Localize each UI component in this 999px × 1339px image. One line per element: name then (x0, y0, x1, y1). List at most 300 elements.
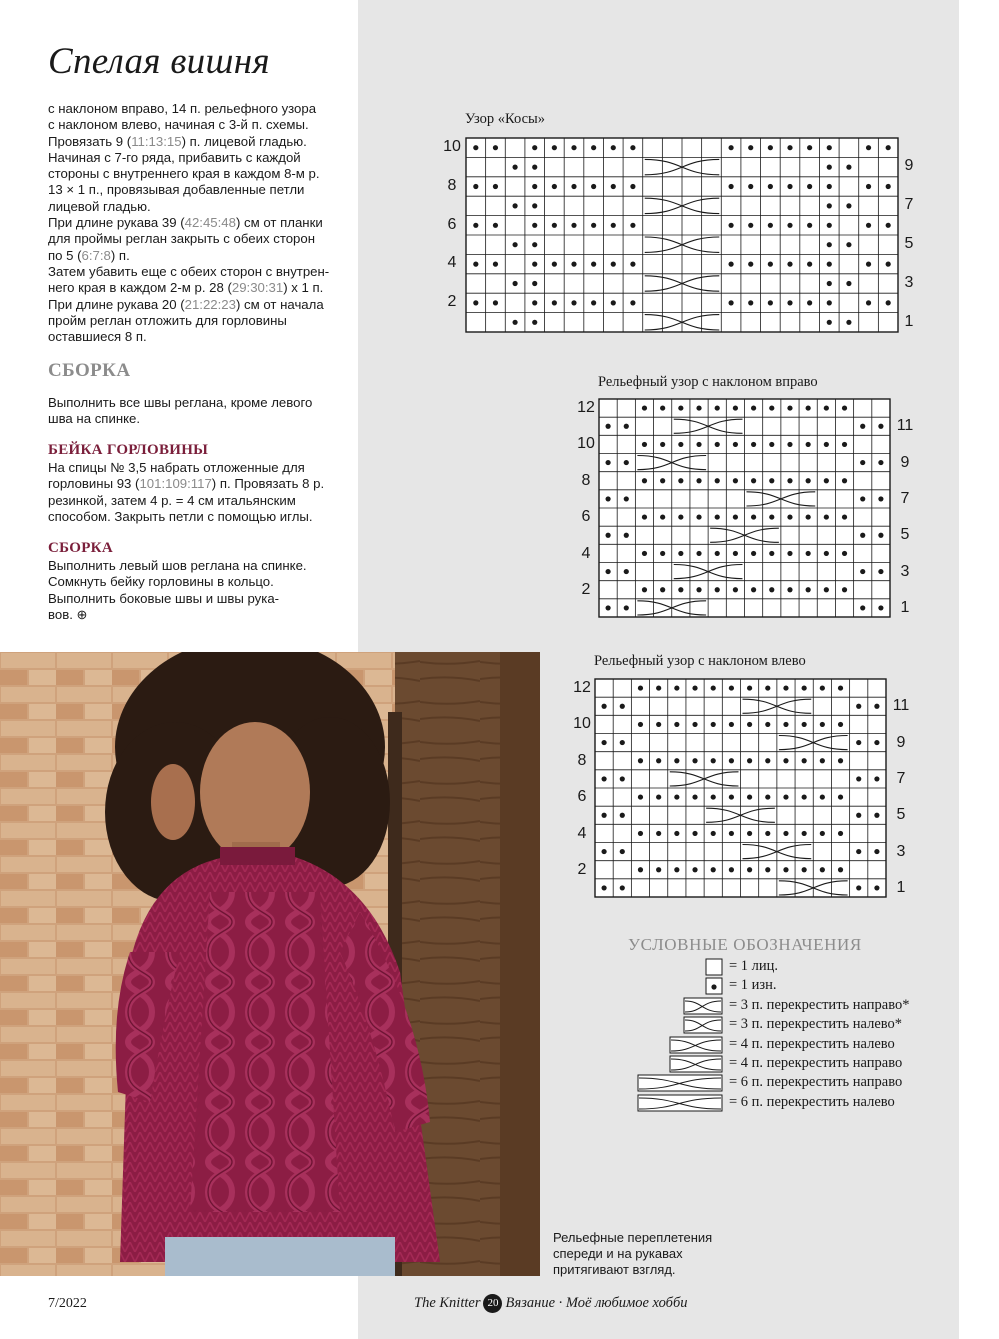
purl-dot-icon (552, 145, 557, 150)
purl-dot-icon (751, 478, 756, 483)
purl-dot-icon (807, 300, 812, 305)
text-run: ) х 1 п. (283, 280, 324, 296)
purl-dot-icon (473, 184, 478, 189)
purl-dot-icon (747, 831, 752, 836)
text-line (48, 231, 348, 247)
purl-dot-icon (824, 405, 829, 410)
purl-dot-icon (747, 685, 752, 690)
purl-dot-icon (656, 867, 661, 872)
purl-dot-icon (787, 478, 792, 483)
assembly-text (48, 395, 348, 428)
purl-dot-icon (886, 184, 891, 189)
photo-caption (553, 1230, 712, 1278)
purl-dot-icon (605, 496, 610, 501)
purl-dot-icon (674, 758, 679, 763)
text-line (48, 248, 348, 264)
purl-dot-icon (842, 405, 847, 410)
text-line (48, 329, 348, 345)
purl-dot-icon (827, 145, 832, 150)
row-number-left: 6 (581, 508, 591, 526)
text-run: Затем убавить еще с обеих сторон с внутрен- (48, 263, 330, 279)
purl-dot-icon (824, 514, 829, 519)
purl-dot-icon (878, 605, 883, 610)
purl-dot-icon (678, 587, 683, 592)
purl-dot-icon (846, 203, 851, 208)
purl-dot-icon (878, 424, 883, 429)
purl-dot-icon (820, 685, 825, 690)
purl-dot-icon (860, 496, 865, 501)
purl-dot-icon (601, 776, 606, 781)
legend-item (0, 1036, 999, 1056)
purl-dot-icon (552, 184, 557, 189)
text-run: оставшиеся 8 п. (48, 329, 147, 345)
purl-dot-icon (820, 758, 825, 763)
purl-dot-icon (660, 478, 665, 483)
text-run: горловины 93 ( (48, 476, 140, 492)
purl-dot-icon (846, 242, 851, 247)
purl-dot-icon (642, 442, 647, 447)
row-number-right: 9 (896, 733, 906, 751)
purl-dot-icon (611, 262, 616, 267)
purl-dot-icon (846, 165, 851, 170)
purl-dot-icon (611, 300, 616, 305)
purl-dot-icon (624, 460, 629, 465)
purl-dot-icon (728, 300, 733, 305)
purl-dot-icon (807, 145, 812, 150)
purl-dot-icon (886, 223, 891, 228)
purl-dot-icon (711, 758, 716, 763)
purl-dot-icon (571, 262, 576, 267)
row-number-right: 11 (892, 697, 910, 715)
purl-dot-icon (715, 551, 720, 556)
legend-label: = 3 п. перекрестить налево* (729, 1016, 903, 1033)
purl-dot-icon (624, 424, 629, 429)
purl-dot-icon (827, 165, 832, 170)
row-number-left: 8 (581, 471, 591, 489)
purl-dot-icon (601, 885, 606, 890)
purl-dot-icon (512, 320, 517, 325)
cross-4-right-icon (669, 1055, 723, 1073)
legend-item (0, 997, 999, 1017)
purl-dot-icon (660, 587, 665, 592)
purl-dot-icon (838, 867, 843, 872)
purl-dot-icon (827, 320, 832, 325)
text-run: ) см от планки (235, 215, 323, 231)
purl-dot-icon (591, 300, 596, 305)
purl-dot-icon (696, 551, 701, 556)
text-line (48, 493, 348, 509)
purl-dot-icon (842, 551, 847, 556)
purl-dot-icon (473, 145, 478, 150)
purl-dot-icon (874, 740, 879, 745)
purl-dot-icon (747, 867, 752, 872)
purl-dot-icon (866, 184, 871, 189)
purl-dot-icon (806, 442, 811, 447)
text-line (48, 509, 348, 525)
purl-dot-icon (692, 867, 697, 872)
text-line (48, 558, 348, 574)
purl-dot-icon (733, 442, 738, 447)
purl-dot-icon (846, 281, 851, 286)
size-values: 101:109:117 (139, 476, 212, 492)
text-run: стороны с внутреннего края в каждом 8-м р. (48, 166, 320, 182)
row-number-left: 2 (447, 293, 457, 311)
purl-dot-icon (711, 831, 716, 836)
purl-dot-icon (846, 320, 851, 325)
purl-dot-icon (729, 685, 734, 690)
purl-dot-icon (674, 722, 679, 727)
purl-dot-icon (765, 867, 770, 872)
purl-dot-icon (856, 704, 861, 709)
purl-dot-icon (748, 262, 753, 267)
purl-dot-icon (729, 794, 734, 799)
purl-dot-icon (806, 478, 811, 483)
purl-dot-icon (751, 514, 756, 519)
purl-dot-icon (611, 145, 616, 150)
caption-line: Рельефные переплетения (553, 1230, 713, 1245)
legend-label: = 4 п. перекрестить направо (729, 1055, 903, 1071)
purl-dot-icon (751, 587, 756, 592)
purl-dot-icon (838, 722, 843, 727)
purl-dot-icon (824, 587, 829, 592)
purl-dot-icon (638, 831, 643, 836)
legend-item (0, 1074, 999, 1094)
purl-dot-icon (532, 203, 537, 208)
purl-dot-icon (769, 514, 774, 519)
legend-label: = 6 п. перекрестить направо (729, 1074, 903, 1091)
purl-dot-icon (642, 405, 647, 410)
purl-dot-icon (692, 794, 697, 799)
purl-dot-icon (620, 740, 625, 745)
purl-dot-icon (765, 722, 770, 727)
row-number-left: 4 (447, 254, 457, 272)
purl-dot-icon (532, 165, 537, 170)
purl-dot-icon (827, 203, 832, 208)
purl-dot-icon (802, 758, 807, 763)
purl-dot-icon (820, 831, 825, 836)
purl-dot-icon (656, 758, 661, 763)
purl-dot-icon (748, 184, 753, 189)
purl-dot-icon (630, 145, 635, 150)
legend-label: = 1 изн. (729, 977, 777, 994)
purl-dot-icon (601, 849, 606, 854)
text-run: резинкой, затем 4 р. = 4 см итальянским (48, 492, 296, 508)
purl-dot-icon (729, 758, 734, 763)
purl-dot-icon (656, 722, 661, 727)
chart-right-slant-grid (598, 398, 891, 618)
legend-item (0, 958, 999, 978)
purl-dot-icon (711, 685, 716, 690)
purl-dot-icon (642, 551, 647, 556)
purl-dot-icon (728, 223, 733, 228)
purl-dot-icon (787, 405, 792, 410)
purl-dot-icon (638, 794, 643, 799)
text-line (48, 297, 348, 313)
row-number-left: 2 (581, 581, 591, 598)
purl-dot-icon (678, 405, 683, 410)
purl-dot-icon (806, 587, 811, 592)
text-run: с наклоном влево, начиная с 3-й п. схемы. (48, 117, 309, 133)
purl-dot-icon (820, 722, 825, 727)
size-values: 29:30:31 (231, 280, 284, 296)
size-values: 11:13:15 (131, 133, 182, 149)
text-run: На спицы № 3,5 набрать отложенные для (48, 460, 305, 475)
purl-dot-icon (552, 300, 557, 305)
text-line (48, 395, 348, 411)
row-number-right: 5 (900, 526, 910, 544)
purl-dot-icon (715, 478, 720, 483)
text-run: Начиная с 7-го ряда, прибавить с каждой (48, 149, 301, 165)
text-run: Выполнить все швы реглана, кроме левого (48, 395, 313, 410)
text-run: лицевой гладью. (48, 198, 151, 214)
purl-dot-icon (692, 831, 697, 836)
text-run: 13 × 1 п., провязывая добавленные петли (48, 182, 305, 198)
purl-dot-icon (765, 794, 770, 799)
row-number-right: 11 (896, 417, 914, 435)
text-line (48, 411, 348, 427)
row-number-right: 1 (896, 879, 906, 897)
text-line (48, 280, 348, 296)
purl-dot-icon (678, 514, 683, 519)
purl-dot-icon (512, 203, 517, 208)
magazine-tagline: Вязание · Моё любимое хобби (505, 1294, 688, 1311)
caption-line: спереди и на рукавах (553, 1246, 683, 1261)
purl-dot-icon (711, 867, 716, 872)
text-line (48, 150, 348, 166)
purl-dot-icon (856, 885, 861, 890)
row-number-right: 3 (896, 842, 906, 860)
purl-dot-icon (860, 605, 865, 610)
text-run: вов. ⊕ (48, 606, 88, 622)
legend-item (0, 1016, 999, 1036)
purl-dot-icon (856, 849, 861, 854)
purl-dot-icon (571, 184, 576, 189)
text-run: Выполнить боковые швы и швы рука- (48, 590, 280, 606)
section-heading-neckband: БЕЙКА ГОРЛОВИНЫ (48, 442, 209, 458)
purl-dot-icon (728, 145, 733, 150)
text-line (48, 182, 348, 198)
purl-dot-icon (656, 794, 661, 799)
row-number-right: 5 (896, 806, 906, 824)
purl-dot-icon (860, 424, 865, 429)
purl-dot-icon (630, 223, 635, 228)
purl-dot-icon (638, 758, 643, 763)
purl-dot-icon (605, 533, 610, 538)
purl-dot-icon (769, 551, 774, 556)
purl-dot-icon (660, 405, 665, 410)
purl-dot-icon (532, 262, 537, 267)
purl-dot-icon (711, 794, 716, 799)
purl-dot-icon (802, 867, 807, 872)
purl-dot-icon (674, 685, 679, 690)
legend-label: = 1 лиц. (729, 958, 779, 974)
purl-dot-icon (827, 281, 832, 286)
purl-dot-icon (806, 551, 811, 556)
purl-dot-icon (512, 281, 517, 286)
purl-dot-icon (747, 794, 752, 799)
purl-dot-icon (674, 794, 679, 799)
purl-dot-icon (838, 758, 843, 763)
purl-dot-icon (473, 262, 478, 267)
purl-dot-icon (571, 223, 576, 228)
text-line (48, 117, 348, 133)
purl-dot-icon (787, 442, 792, 447)
purl-dot-icon (783, 685, 788, 690)
purl-dot-icon (493, 184, 498, 189)
purl-dot-icon (656, 831, 661, 836)
text-run: по 5 ( (48, 247, 82, 263)
purl-dot-icon (878, 460, 883, 465)
purl-dot-icon (838, 794, 843, 799)
purl-dot-icon (678, 442, 683, 447)
purl-dot-icon (696, 442, 701, 447)
text-line (48, 215, 348, 231)
purl-dot-icon (728, 262, 733, 267)
purl-dot-icon (733, 514, 738, 519)
text-line (48, 460, 348, 476)
article-title: Спелая вишня (48, 41, 270, 82)
purl-dot-icon (733, 405, 738, 410)
purl-dot-icon (842, 478, 847, 483)
text-line (48, 199, 348, 215)
purl-dot-icon (783, 831, 788, 836)
purl-dot-icon (787, 300, 792, 305)
row-number-left: 8 (447, 176, 457, 194)
caption-line: притягивают взгляд. (553, 1262, 676, 1277)
purl-dot-icon (886, 262, 891, 267)
purl-dot-icon (733, 551, 738, 556)
purl-dot-icon (552, 262, 557, 267)
purl-dot-icon (512, 242, 517, 247)
text-run: ) п. (110, 247, 130, 263)
purl-dot-icon (827, 223, 832, 228)
purl-dot-icon (768, 300, 773, 305)
purl-dot-icon (656, 685, 661, 690)
purl-dot-icon (806, 514, 811, 519)
purl-dot-icon (705, 977, 723, 995)
purl-dot-icon (856, 776, 861, 781)
purl-dot-icon (624, 605, 629, 610)
purl-dot-icon (660, 551, 665, 556)
purl-dot-icon (678, 551, 683, 556)
purl-dot-icon (696, 405, 701, 410)
purl-dot-icon (748, 300, 753, 305)
purl-dot-icon (493, 223, 498, 228)
purl-dot-icon (493, 262, 498, 267)
purl-dot-icon (532, 300, 537, 305)
purl-dot-icon (532, 223, 537, 228)
purl-dot-icon (878, 533, 883, 538)
purl-dot-icon (769, 442, 774, 447)
purl-dot-icon (715, 405, 720, 410)
purl-dot-icon (866, 145, 871, 150)
size-values: 21:22:23 (184, 296, 236, 312)
purl-dot-icon (747, 722, 752, 727)
purl-dot-icon (571, 300, 576, 305)
row-number-left: 12 (577, 399, 595, 416)
row-number-right: 1 (900, 599, 910, 617)
purl-dot-icon (787, 514, 792, 519)
row-number-right: 3 (904, 273, 914, 291)
text-run: ) см от начала (235, 296, 324, 312)
purl-dot-icon (765, 685, 770, 690)
purl-dot-icon (493, 145, 498, 150)
purl-dot-icon (601, 740, 606, 745)
page-number: 20 (483, 1294, 502, 1313)
purl-dot-icon (807, 223, 812, 228)
purl-dot-icon (783, 867, 788, 872)
purl-dot-icon (824, 478, 829, 483)
purl-dot-icon (787, 184, 792, 189)
purl-dot-icon (827, 184, 832, 189)
purl-dot-icon (642, 587, 647, 592)
purl-dot-icon (660, 442, 665, 447)
magazine-name: The Knitter (414, 1294, 481, 1311)
text-run: При длине рукава 20 ( (48, 296, 185, 312)
text-line (48, 101, 348, 117)
purl-dot-icon (860, 533, 865, 538)
legend-title: УСЛОВНЫЕ ОБОЗНАЧЕНИЯ (628, 935, 862, 954)
purl-dot-icon (696, 587, 701, 592)
purl-dot-icon (787, 551, 792, 556)
purl-dot-icon (660, 514, 665, 519)
text-line (48, 591, 348, 607)
purl-dot-icon (769, 405, 774, 410)
chart-title-right-slant: Рельефный узор с наклоном вправо (598, 374, 818, 390)
purl-dot-icon (620, 885, 625, 890)
row-number-left: 8 (577, 751, 587, 769)
chart-left-slant-grid (594, 678, 887, 898)
text-line (48, 134, 348, 150)
text-run: ) п. Провязать 8 р. (211, 476, 325, 492)
purl-dot-icon (591, 145, 596, 150)
purl-dot-icon (866, 300, 871, 305)
footer-brand (414, 1294, 688, 1313)
purl-dot-icon (605, 605, 610, 610)
cross-6-right-icon (637, 1074, 723, 1092)
purl-dot-icon (866, 262, 871, 267)
text-run: с наклоном вправо, 14 п. рельефного узора (48, 101, 317, 116)
purl-dot-icon (874, 885, 879, 890)
purl-dot-icon (824, 551, 829, 556)
purl-dot-icon (611, 184, 616, 189)
purl-dot-icon (768, 223, 773, 228)
purl-dot-icon (473, 300, 478, 305)
purl-dot-icon (638, 722, 643, 727)
text-run: него края в каждом 2-м р. 28 ( (48, 280, 232, 296)
row-number-right: 7 (896, 770, 906, 787)
chart-title-braids: Узор «Косы» (465, 111, 545, 127)
purl-dot-icon (768, 145, 773, 150)
chart-braids-grid (465, 137, 899, 333)
purl-dot-icon (620, 849, 625, 854)
purl-dot-icon (874, 776, 879, 781)
purl-dot-icon (751, 405, 756, 410)
purl-dot-icon (751, 551, 756, 556)
legend-label: = 3 п. перекрестить направо* (729, 996, 910, 1013)
legend-item (0, 1055, 999, 1075)
purl-dot-icon (532, 320, 537, 325)
purl-dot-icon (674, 831, 679, 836)
purl-dot-icon (473, 223, 478, 228)
row-number-right: 1 (904, 312, 914, 330)
purl-dot-icon (605, 424, 610, 429)
purl-dot-icon (624, 569, 629, 574)
purl-dot-icon (729, 831, 734, 836)
text-line (48, 607, 348, 623)
issue-number: 7/2022 (48, 1296, 87, 1311)
purl-dot-icon (820, 867, 825, 872)
